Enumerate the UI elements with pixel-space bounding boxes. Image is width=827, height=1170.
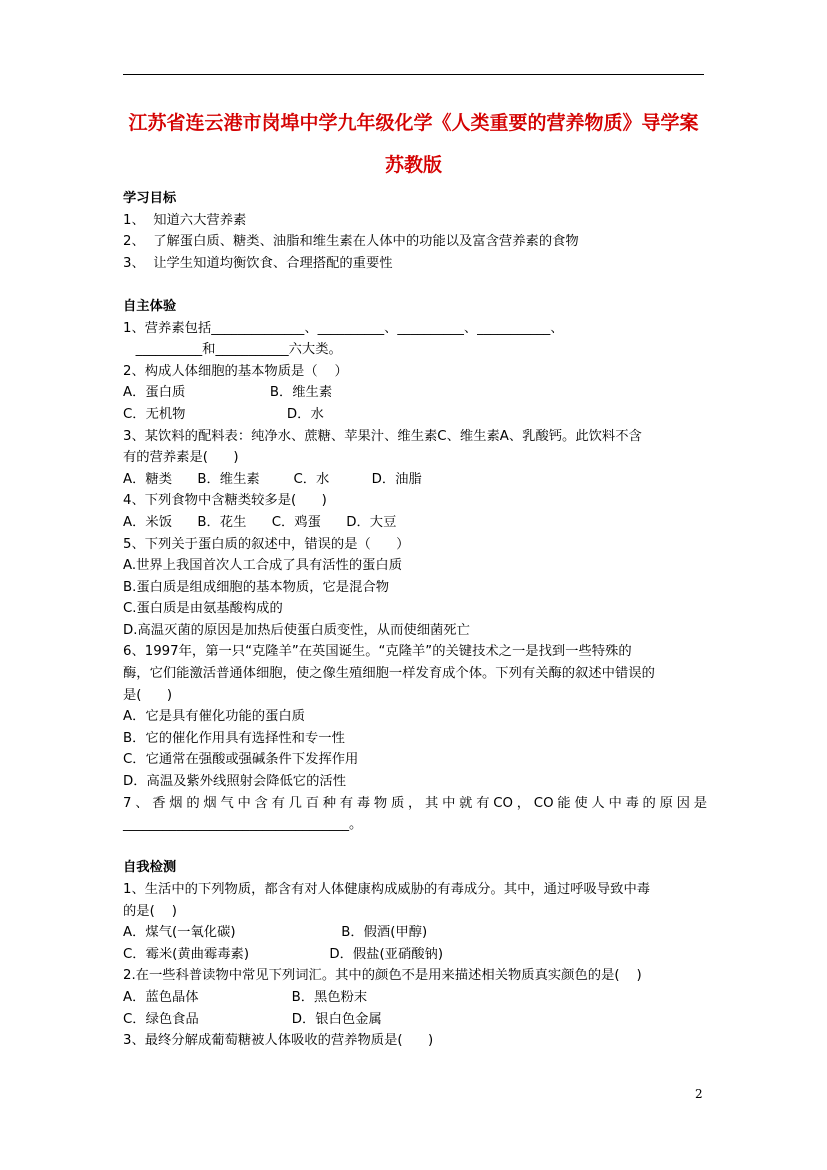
text-line: 有的营养素是( ) [123, 450, 239, 466]
text-line: A．米饭 B．花生 C．鸡蛋 D．大豆 [123, 514, 397, 530]
page-number: 2 [695, 1087, 703, 1101]
document-title-line-2: 苏教版 [384, 154, 442, 176]
text-line: C．绿色食品 D．银白色金属 [123, 1011, 382, 1027]
text-line: __________________________________。 [123, 817, 363, 833]
text-line: 的是( ) [123, 903, 177, 919]
text-line: C．无机物 D．水 [123, 406, 324, 422]
header-rule [123, 74, 704, 75]
document-body [123, 188, 707, 1052]
text-line: C．它通常在强酸或强碱条件下发挥作用 [123, 752, 359, 768]
text-line: 5、下列关于蛋白质的叙述中，错误的是（ ） [123, 536, 410, 552]
text-line: 3、最终分解成葡萄糖被人体吸收的营养物质是( ) [123, 1033, 434, 1049]
text-line: 2、构成人体细胞的基本物质是（ ） [123, 363, 348, 379]
spacer [123, 836, 707, 858]
text-line: C．霉米(黄曲霉毒素) D．假盐(亚硝酸钠) [123, 946, 444, 962]
text-line: C.蛋白质是由氨基酸构成的 [123, 601, 283, 617]
text-line: 7、香烟的烟气中含有几百种有毒物质，其中就有CO，CO能使人中毒的原因是 [123, 795, 707, 811]
text-line: 3、 让学生知道均衡饮食、合理搭配的重要性 [123, 255, 393, 271]
text-line: A．它是具有催化功能的蛋白质 [123, 709, 305, 725]
text-line: A．糖类 B．维生素 C．水 D．油脂 [123, 471, 422, 487]
text-line: A．煤气(一氧化碳) B．假酒(甲醇) [123, 925, 428, 941]
text-line: 4、下列食物中含糖类较多是( ) [123, 493, 327, 509]
text-line: 1、 知道六大营养素 [123, 212, 247, 228]
text-line: A.世界上我国首次人工合成了具有活性的蛋白质 [123, 558, 403, 574]
document-title-line-1: 江苏省连云港市岗埠中学九年级化学《人类重要的营养物质》导学案 [128, 112, 699, 134]
text-line: B.蛋白质是组成细胞的基本物质，它是混合物 [123, 579, 389, 595]
text-line: D.高温灭菌的原因是加热后使蛋白质变性，从而使细菌死亡 [123, 622, 470, 638]
spacer [123, 274, 707, 296]
text-line: 2.在一些科普读物中常见下列词汇。其中的颜色不是用来描述相关物质真实颜色的是( ) [123, 968, 642, 984]
text-line: 是( ) [123, 687, 173, 703]
text-line: 3、某饮料的配料表：纯净水、蔗糖、苹果汁、维生素C、维生素A、乳酸钙。此饮料不含 [123, 428, 642, 444]
text-line: D．高温及紫外线照射会降低它的活性 [123, 774, 346, 790]
text-line: 6、1997年，第一只“克隆羊”在英国诞生。“克隆羊”的关键技术之一是找到一些特殊的 [123, 644, 632, 660]
section-heading-learning-goals: 学习目标 [123, 191, 177, 206]
text-line: 酶，它们能激活普通体细胞，使之像生殖细胞一样发育成个体。下列有关酶的叙述中错误的 [123, 666, 655, 682]
text-line: 1、生活中的下列物质，都含有对人体健康构成威胁的有毒成分。其中，通过呼吸导致中毒 [123, 882, 651, 897]
section-heading-self-check: 自我检测 [123, 860, 177, 876]
text-line: B．它的催化作用具有选择性和专一性 [123, 730, 345, 746]
section-heading-self-experience: 自主体验 [123, 298, 177, 314]
text-line: A．蛋白质 B．维生素 [123, 385, 333, 401]
text-line: 1、营养素包括______________、__________、__________、___________、 [123, 320, 564, 336]
text-line: A．蓝色晶体 B．黑色粉末 [123, 989, 368, 1005]
text-line: __________和___________六大类。 [123, 342, 342, 358]
text-line: 2、 了解蛋白质、糖类、油脂和维生素在人体中的功能以及富含营养素的食物 [123, 234, 579, 250]
